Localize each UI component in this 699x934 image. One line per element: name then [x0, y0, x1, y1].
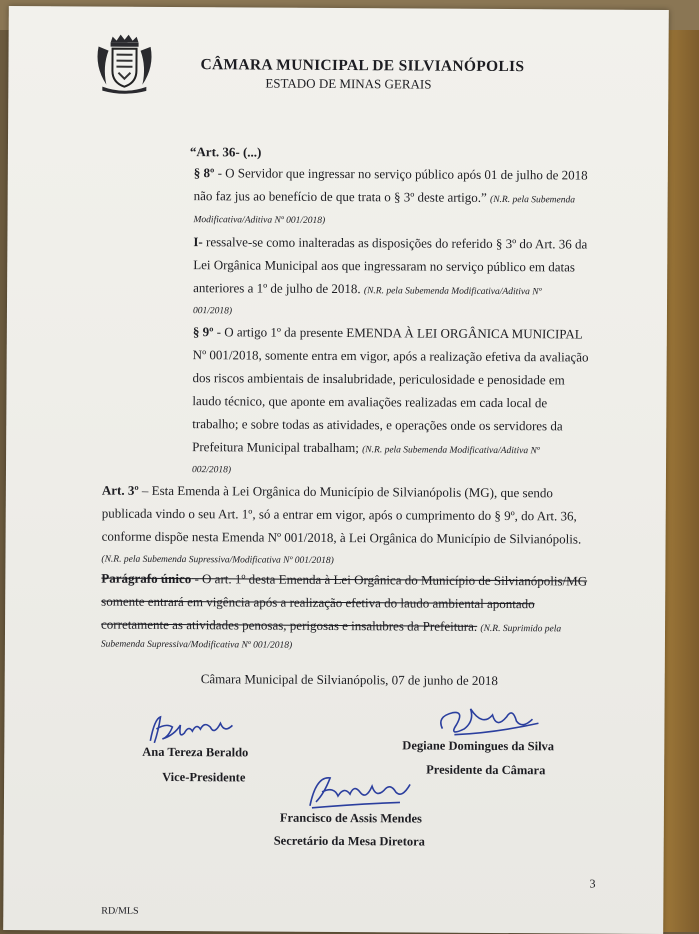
signature-left-name: Ana Tereza Beraldo	[142, 744, 249, 760]
item-i-text1: ressalve-se como inalteradas as disposições do referido § 3º do Art. 36 da	[202, 234, 588, 252]
sole-paragraph-label: Parágrafo único	[101, 570, 192, 587]
signature-center-name: Francisco de Assis Mendes	[279, 810, 422, 826]
art3-note: (N.R. pela Subemenda Supressiva/Modificativa Nº 001/2018)	[101, 554, 334, 566]
item-i-note-b: 001/2018)	[192, 306, 233, 317]
paragraph-9-note-b: 002/2018)	[191, 465, 232, 476]
paragraph-9-line5: trabalho; e sobre todas as atividades, e operações onde os servidores da	[192, 416, 563, 434]
sole-paragraph-line1	[101, 571, 587, 590]
signature-left-icon	[144, 713, 244, 748]
item-i-line3	[193, 280, 542, 300]
paragraph-9-line3: dos riscos ambientais de insalubridade, periculosidade e penosidade em	[192, 370, 565, 388]
paragraph-9-note-a: (N.R. pela Subemenda Modificativa/Aditiva Nº	[362, 445, 540, 457]
sole-paragraph-note-a: (N.R. Suprimido pela	[480, 623, 562, 635]
art3-line3: conforme dispõe nesta Emenda Nº 001/2018, à Lei Orgânica do Município de Silvianópolis.	[101, 528, 582, 547]
sole-paragraph-text3: corretamente as atividades penosas, perigosas e insalubres da Prefeitura.	[101, 616, 478, 634]
document-initials: RD/MLS	[101, 905, 139, 917]
signature-right-role: Presidente da Câmara	[426, 762, 546, 778]
paragraph-9-line6	[192, 439, 540, 459]
item-i-line2: Lei Orgânica Municipal aos que ingressaram no serviço público em datas	[193, 257, 575, 275]
paragraph-9-label: § 9º	[192, 324, 214, 340]
paragraph-8-line2	[194, 188, 575, 208]
sole-paragraph-line2: somente entrará em vigência após a realização efetiva do laudo ambiental apontado	[101, 593, 535, 612]
art3-label: Art. 3º	[101, 482, 139, 498]
document-page	[3, 6, 669, 934]
paragraph-8-note-a: (N.R. pela Subemenda	[490, 194, 576, 206]
paragraph-9-text1: - O artigo 1º da presente EMENDA À LEI ORGÂNICA MUNICIPAL	[213, 324, 583, 342]
art3-line2: publicada vindo o seu Art. 1º, só a entrar em vigor, após o cumprimento do § 9º, do Art. 36,	[101, 505, 577, 524]
page-subtitle: ESTADO DE MINAS GERAIS	[265, 75, 432, 92]
paragraph-8-line	[194, 165, 588, 183]
paragraph-9-text6: Prefeitura Municipal trabalham;	[192, 439, 359, 456]
signature-left-role: Vice-Presidente	[162, 769, 246, 785]
item-i-note-a: (N.R. pela Subemenda Modificativa/Aditiva Nº	[363, 286, 542, 298]
signature-center-icon	[304, 772, 424, 813]
item-i-line1	[193, 234, 587, 252]
paragraph-8-label: § 8º	[193, 165, 215, 181]
page-title: CÂMARA MUNICIPAL DE SILVIANÓPOLIS	[200, 56, 525, 76]
sole-paragraph-note-b: Subemenda Supressiva/Modificativa Nº 001/2018)	[100, 639, 293, 651]
art36-heading: “Art. 36- (...)	[189, 144, 262, 160]
sole-paragraph-line3	[101, 617, 561, 638]
item-i-text3: anteriores a 1º de julho de 2018.	[193, 280, 361, 297]
paragraph-9-line1	[193, 324, 583, 342]
art3-line1	[102, 483, 553, 502]
paragraph-8-note-b: Modificativa/Aditiva Nº 001/2018)	[193, 215, 326, 226]
page-number: 3	[589, 876, 596, 891]
signature-center-role: Secretário da Mesa Diretora	[273, 833, 426, 849]
item-i-label: I-	[193, 234, 203, 250]
signature-right-name: Degiane Domingues da Silva	[402, 738, 555, 754]
paragraph-8-text: - O Servidor que ingressar no serviço público após 01 de julho de 2018	[214, 165, 588, 183]
art3-text1: – Esta Emenda à Lei Orgânica do Município de Silvianópolis (MG), que sendo	[138, 482, 553, 501]
sole-paragraph-text1: - O art. 1º desta Emenda à Lei Orgânica do Município de Silvianópolis/MG	[191, 571, 588, 589]
paragraph-9-line2: Nº 001/2018, somente entra em vigor, após a realização efetiva da avaliação	[192, 347, 589, 365]
signature-right-icon	[434, 699, 544, 742]
paragraph-8-text2: não faz jus ao benefício de que trata o § 3º deste artigo.”	[193, 188, 487, 205]
place-date: Câmara Municipal de Silvianópolis, 07 de junho de 2018	[200, 671, 498, 688]
paragraph-9-line4: laudo técnico, que aponte em avaliações realizadas em cada local de	[192, 393, 548, 411]
municipal-crest-icon	[92, 33, 156, 95]
